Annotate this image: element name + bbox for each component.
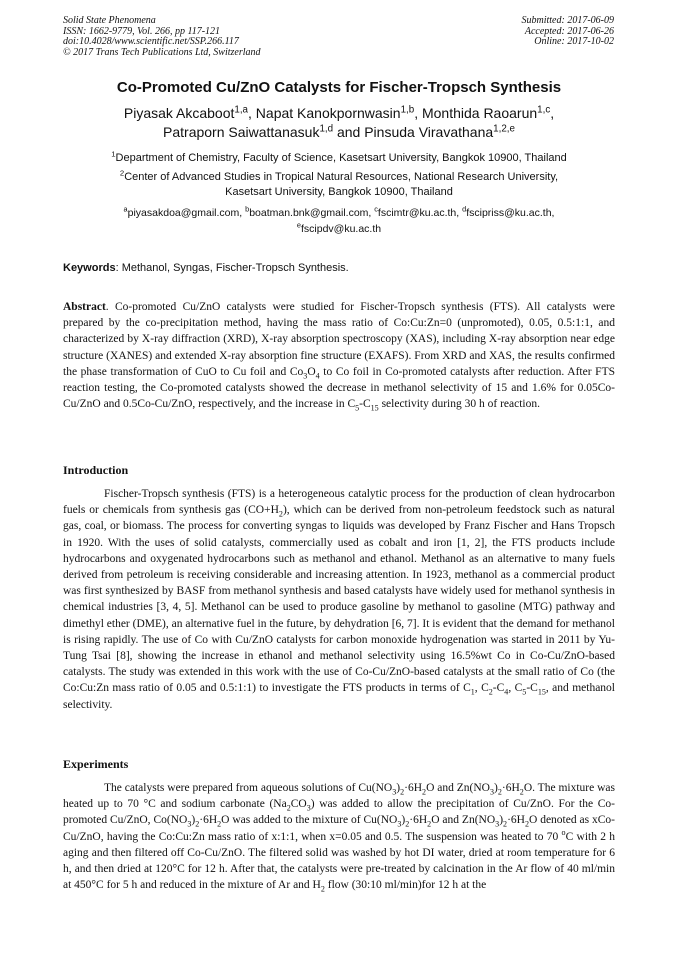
subscript: 3 xyxy=(303,371,308,381)
subscript: 3 xyxy=(306,803,311,813)
section-heading-experiments: Experiments xyxy=(63,757,129,771)
subscript: 2 xyxy=(427,819,432,829)
subscript: 1 xyxy=(470,687,475,697)
subscript: 2 xyxy=(217,819,222,829)
keywords-label: Keywords xyxy=(63,262,116,274)
paragraph-text: ) xyxy=(401,814,406,827)
email-link[interactable]: piyasakdoa@gmail.com, xyxy=(127,207,243,219)
introduction-body xyxy=(63,486,615,713)
subscript: 2 xyxy=(503,819,508,829)
paragraph-text: Fischer-Tropsch synthesis (FTS) is a heterogeneous catalytic process for the production of clean hydrocarbon fuels or chemicals from synthesis gas (CO+H xyxy=(63,488,615,517)
paragraph-text: -C xyxy=(492,682,505,695)
subscript: 2 xyxy=(422,787,427,797)
subscript: 3 xyxy=(392,787,397,797)
email-mark: a xyxy=(123,204,128,214)
paragraph-text: ·6H xyxy=(199,814,218,827)
keywords-text: Methanol, Syngas, Fischer-Tropsch Synthesis. xyxy=(121,262,349,274)
subscript: 2 xyxy=(286,803,291,813)
paragraph-text: O and Zn(NO xyxy=(431,814,496,827)
subscript: 2 xyxy=(524,819,529,829)
paragraph-text: , and methanol selectivity. xyxy=(63,682,615,711)
subscript: 4 xyxy=(315,371,320,381)
subscript: 4 xyxy=(504,687,509,697)
email-mark: b xyxy=(245,204,250,214)
keywords xyxy=(63,262,349,274)
subscript: 3 xyxy=(489,787,495,797)
subscript: 2 xyxy=(195,819,200,829)
abstract-text: Co-promoted Cu/ZnO catalysts were studied for Fischer-Tropsch synthesis (FTS). All catalysts were prepared by the co-precipitation method, having the mass ratio of Co:Cu:Zn=0 (unpromoted), 0.05, 0.5:1:1, and characterized by X-ray diffraction (XRD), X-ray absorption spectroscopy (XAS), including X-ray absorption near edge structure (XANES) and extended X-ray absorption fine structure (EXAFS). From XRD and XAS, the results confirmed the phase transformation of CuO to Cu foil and Co xyxy=(63,301,615,378)
paragraph-text: ·6H xyxy=(409,814,428,827)
subscript: 2 xyxy=(405,819,410,829)
paragraph-text: ), which can be derived from non-petroleum feedstock such as natural gas, coal, or biomass. The process for converting syngas to liquids was developed by Franz Fischer and Hans Tropsch in 1920. With the uses of solid catalysts, commercially used as cobalt and iron [1, 2], the FTS products include hydrocarbons and oxygenated hydrocarbons such as methanol and ethanol. Methanol as an alternative to many fuels derived from petroleum is receiving considerable and increasing attention. In 1923, methanol as a commercial product was first synthesized by BASF from methanol synthesis and based catalysts have widely used for methanol synthesis in chemical industries [3, 4, 5]. Methanol can be used to produce gasoline by methanol to gasoline (MTG) pathway and dimethyl ether (DME), an alternative fuel in the future, by dehydration [6, 7]. It is evident that the demand for methanol is rising rapidly. The use of Co with Cu/ZnO catalysts for carbon monoxide hydrogenation was started in 2011 by Yu-Tung Tsai [8], showing the increase in ethanol and methanol selectivity using 16.5%wt Co in Co-Cu/ZnO-based catalysts. The study was extended in this work with the use of Co-Cu/ZnO-based catalysts at the small ratio of Co (the Co:Cu:Zn mass ratio of 0.05 and 0.5:1:1) to investigate the FTS products in terms of C xyxy=(63,504,615,695)
email-mark: e xyxy=(296,220,301,230)
abstract-text: O xyxy=(307,365,316,378)
journal-name: Solid State Phenomena xyxy=(63,15,156,26)
subscript: 5 xyxy=(355,403,360,413)
section-heading-introduction: Introduction xyxy=(63,463,129,477)
subscript: 2 xyxy=(519,787,524,797)
author-affiliation-mark: 1,c xyxy=(537,104,551,116)
keywords-separator: : xyxy=(115,262,119,274)
abstract-label: Abstract xyxy=(63,301,106,313)
paragraph-text: ·6H xyxy=(501,782,520,794)
email-list xyxy=(0,205,678,237)
email-link[interactable]: boatman.bnk@gmail.com, xyxy=(249,207,372,219)
email-mark: c xyxy=(374,204,378,214)
email-link[interactable]: fscipdv@ku.ac.th xyxy=(300,223,382,235)
doi[interactable]: doi:10.4028/www.scientific.net/SSP.266.117 xyxy=(63,36,239,47)
paragraph-text: ) xyxy=(494,782,498,794)
accepted-date: Accepted: 2017-06-26 xyxy=(524,25,614,37)
paragraph-text: O was added to the mixture of Cu(NO xyxy=(221,814,398,827)
author-name: Monthida Raoarun xyxy=(421,105,538,121)
author-conjunction: and xyxy=(336,124,361,140)
subscript: 15 xyxy=(370,403,379,413)
journal-header xyxy=(63,16,261,58)
author-affiliation-mark: 1,b xyxy=(400,104,415,116)
paragraph-text: O denoted as xCo-Cu/ZnO, having the Co:Cu:Zn mass ratio of x:1:1, when x=0.05 and 0.5. The suspension was heated to 70 xyxy=(63,814,615,843)
paragraph-text: O and Zn(NO xyxy=(426,782,490,794)
paragraph-text: ·6H xyxy=(404,782,423,794)
affiliation-text: Kasetsart University, Bangkok 10900, Thailand xyxy=(225,186,453,198)
email-link[interactable]: fscipriss@ku.ac.th, xyxy=(466,207,555,219)
subscript: 2 xyxy=(278,509,283,519)
online-date: Online: 2017-10-02 xyxy=(534,36,614,47)
paragraph-text: , C xyxy=(508,682,523,695)
paragraph-text: CO xyxy=(290,798,307,811)
abstract xyxy=(63,299,615,412)
subscript: 5 xyxy=(522,687,527,697)
experiments-body xyxy=(63,780,615,893)
paragraph-text: C with 2 h aging and then filtered off Co-Cu/ZnO. The filtered solid was washed by hot DI water, dried at room temperature for 6 h, and then dried at 120°C for 12 h. After that, the catalysts were pre-treated by calcination in the Ar flow of 40 ml/min at 450°C for 5 h and reduced in the mixture of Ar and H xyxy=(63,830,615,892)
paragraph-text: ) xyxy=(191,814,196,827)
abstract-text: -C xyxy=(359,398,371,411)
author-list: Piyasak Akcaboot$^{1,a}$, Napat Kanokpornwasin$^{1,b}$, Monthida Raoarun$^{1,c}$, Patraporn Saiwattanasuk$^{1,d}$ and Pinsuda Viravathana$^{1,2,e}$ xyxy=(123,104,555,140)
subscript: 3 xyxy=(495,819,500,829)
author-name: Pinsuda Viravathana xyxy=(364,124,494,140)
affiliation-number: 2 xyxy=(119,168,125,178)
paragraph-text: ) was added to allow the precipitation of Cu/ZnO. For the Co-promoted Cu/ZnO, Co(NO xyxy=(63,798,615,827)
paragraph-text: ) xyxy=(499,814,504,827)
author-affiliation-mark: 1,d xyxy=(319,123,334,135)
copyright: © 2017 Trans Tech Publications Ltd, Switzerland xyxy=(63,46,261,58)
author-affiliation-mark: 1,2,e xyxy=(493,123,515,135)
email-mark: d xyxy=(462,204,467,214)
dates-header xyxy=(522,16,615,48)
subscript: 15 xyxy=(537,687,546,697)
author-name: Piyasak Akcaboot xyxy=(123,105,235,121)
affiliation-2 xyxy=(0,170,678,200)
affiliation-number: 1 xyxy=(111,149,116,159)
subscript: 2 xyxy=(488,687,493,697)
paragraph-text: , C xyxy=(474,682,489,695)
subscript: 3 xyxy=(397,819,402,829)
affiliation-text: Center of Advanced Studies in Tropical Natural Resources, National Research University, xyxy=(124,171,559,183)
paragraph-text: ) xyxy=(396,782,401,794)
abstract-text: selectivity during 30 h of reaction. xyxy=(378,398,540,411)
subscript: 2 xyxy=(497,787,502,797)
affiliation-text: Department of Chemistry, Faculty of Science, Kasetsart University, Bangkok 10900, Thailand xyxy=(115,152,567,164)
superscript: o xyxy=(561,827,566,837)
email-link[interactable]: fscimtr@ku.ac.th, xyxy=(377,207,460,219)
subscript: 2 xyxy=(400,787,405,797)
submitted-date: Submitted: 2017-06-09 xyxy=(521,15,614,26)
subscript: 2 xyxy=(320,884,325,894)
subscript: 3 xyxy=(187,819,192,829)
paragraph-text: The catalysts were prepared from aqueous solutions of Cu(NO xyxy=(104,782,393,794)
paragraph-text: ·6H xyxy=(507,814,525,827)
author-name: Napat Kanokpornwasin xyxy=(255,105,401,121)
abstract-text: to Co foil in Co-promoted catalysts after reduction. After FTS reaction testing, the Co-promoted catalysts showed the decrease in methanol selectivity of 15 and 1.6% for 0.05Co-Cu/ZnO and 0.5Co-Cu/ZnO, respectively, and the increase in C xyxy=(63,365,616,411)
author-name: Patraporn Saiwattanasuk xyxy=(163,124,320,140)
paper-title: Co-Promoted Cu/ZnO Catalysts for Fischer-Tropsch Synthesis xyxy=(116,79,562,96)
abstract-separator: . xyxy=(105,301,109,313)
paragraph-text: flow (30:10 ml/min)for 12 h at the xyxy=(324,879,487,892)
author-affiliation-mark: 1,a xyxy=(234,104,249,116)
paragraph-text: O. The mixture was heated up to 70 °C and sodium carbonate (Na xyxy=(63,782,616,811)
affiliation-1 xyxy=(0,151,678,166)
paragraph-text: -C xyxy=(526,682,538,695)
issn: ISSN: 1662-9779, Vol. 266, pp 117-121 xyxy=(63,25,221,37)
